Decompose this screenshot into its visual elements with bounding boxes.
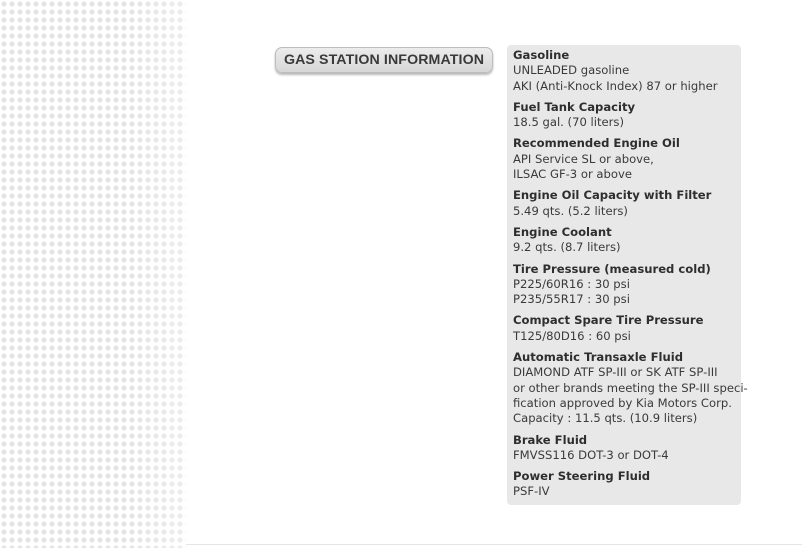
spec-automatic-transaxle-fluid	[513, 350, 748, 426]
spec-engine-coolant	[513, 225, 741, 256]
spec-title: Fuel Tank Capacity	[513, 99, 636, 114]
spec-value: UNLEADED gasoline	[513, 63, 630, 78]
spec-title: Brake Fluid	[513, 432, 588, 447]
spec-value: 5.49 qts. (5.2 liters)	[513, 203, 628, 218]
spec-title: Automatic Transaxle Fluid	[513, 350, 683, 365]
spec-value: P225/60R16 : 30 psi	[513, 276, 630, 291]
spec-value: Capacity : 11.5 qts. (10.9 liters)	[513, 411, 698, 426]
spec-value: 9.2 qts. (8.7 liters)	[513, 240, 621, 255]
spec-gasoline	[513, 48, 741, 94]
specifications-panel	[507, 45, 748, 505]
dotted-margin-decoration	[0, 0, 186, 548]
spec-engine-oil-capacity	[513, 188, 741, 219]
spec-value: P235/55R17 : 30 psi	[513, 292, 630, 307]
spec-title: Engine Oil Capacity with Filter	[513, 188, 712, 203]
spec-title: Recommended Engine Oil	[513, 136, 680, 151]
spec-value: FMVSS116 DOT-3 or DOT-4	[513, 447, 669, 462]
spec-value: DIAMOND ATF SP-III or SK ATF SP-III	[513, 365, 718, 380]
spec-title: Compact Spare Tire Pressure	[513, 313, 704, 328]
page-bottom-rule	[186, 544, 802, 545]
spec-tire-pressure	[513, 262, 741, 308]
spec-value: AKI (Anti-Knock Index) 87 or higher	[513, 78, 718, 93]
spec-brake-fluid	[513, 433, 741, 464]
spec-title: Tire Pressure (measured cold)	[513, 261, 711, 276]
spec-title: Engine Coolant	[513, 224, 612, 239]
spec-value: API Service SL or above,	[513, 151, 654, 166]
spec-value: 18.5 gal. (70 liters)	[513, 115, 624, 130]
spec-title: Power Steering Fluid	[513, 469, 651, 484]
spec-title: Gasoline	[513, 48, 570, 62]
section-title: GAS STATION INFORMATION	[283, 52, 485, 68]
spec-power-steering-fluid	[513, 469, 741, 500]
spec-value: T125/80D16 : 60 psi	[513, 328, 631, 343]
spec-value: or other brands meeting the SP-III speci-	[513, 380, 748, 395]
spec-value: fication approved by Kia Motors Corp.	[513, 395, 732, 410]
section-title-tab	[275, 47, 493, 73]
spec-fuel-tank-capacity	[513, 100, 741, 131]
spec-value: PSF-IV	[513, 484, 550, 499]
spec-recommended-engine-oil	[513, 136, 741, 182]
spec-value: ILSAC GF-3 or above	[513, 167, 632, 182]
spec-compact-spare-tire-pressure	[513, 313, 741, 344]
